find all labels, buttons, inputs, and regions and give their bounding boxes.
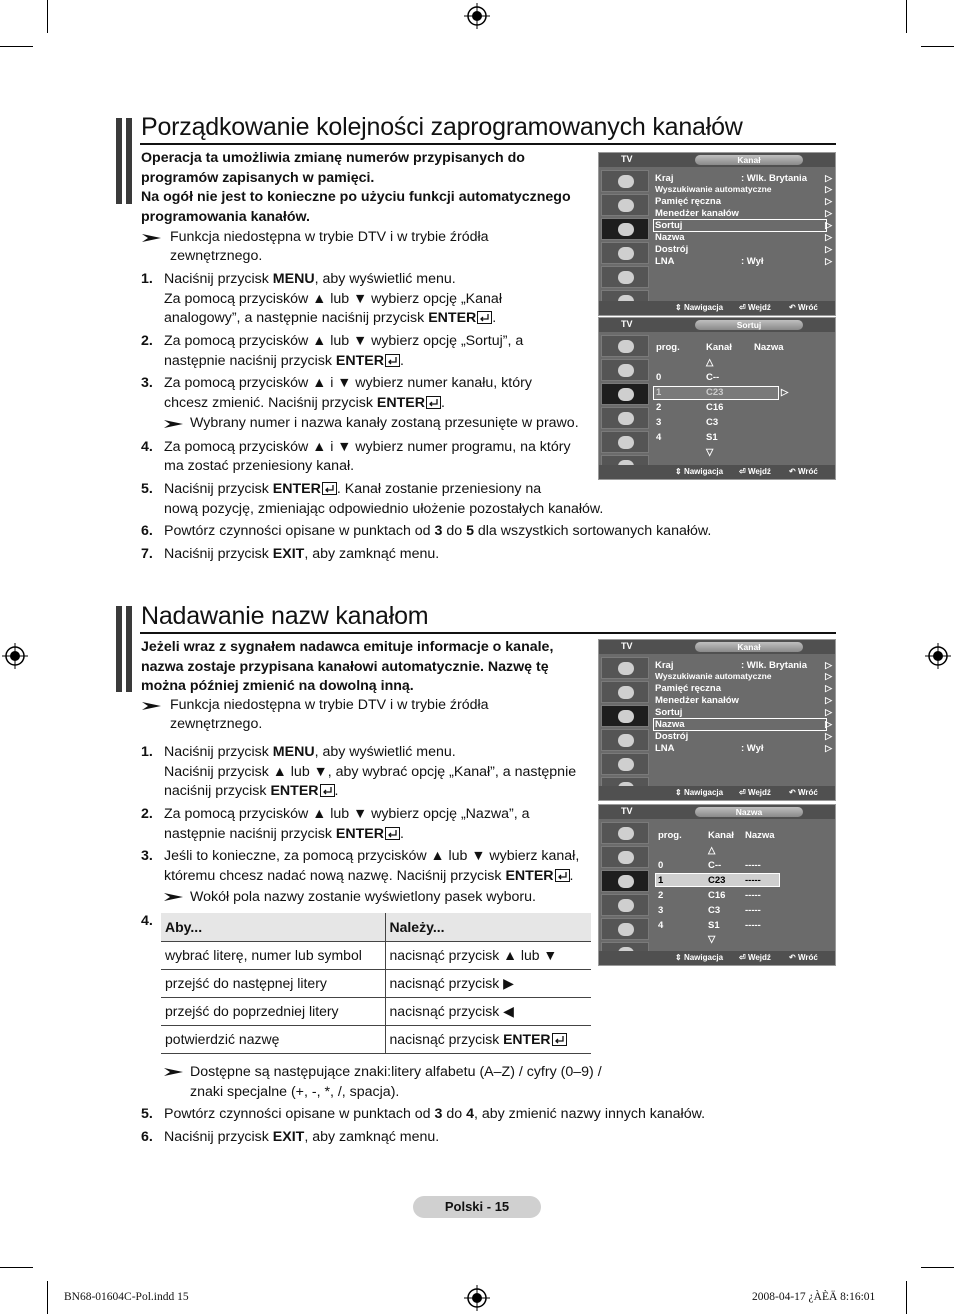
- osd-prog: 4: [658, 920, 664, 931]
- table-cell: nacisnąć przycisk ▶: [385, 969, 591, 997]
- osd-nav-hint: ⇕ Nawigacja: [675, 788, 724, 797]
- osd-col-header: Nazwa: [754, 342, 784, 353]
- table-row: [161, 1025, 591, 1053]
- step-number: 2.: [141, 806, 153, 822]
- osd-prog: 0: [658, 860, 664, 871]
- channel-icon: [601, 705, 649, 727]
- note-text: Wybrany numer i nazwa kanały zostaną przesunięte w prawo.: [190, 415, 579, 431]
- osd-col-header: prog.: [656, 342, 680, 353]
- step-number: 3.: [141, 375, 153, 391]
- osd-menu-item[interactable]: Pamięć ręczna ▷: [655, 683, 832, 694]
- input-icon: [601, 918, 649, 940]
- osd-menu-item[interactable]: LNA : Wył ▷: [655, 743, 832, 754]
- osd-channel-menu: [598, 152, 836, 316]
- print-footer-left: BN68-01604C-Pol.indd 15: [64, 1291, 189, 1303]
- osd-name: -----: [745, 860, 761, 871]
- osd-col-header: Kanał: [706, 342, 732, 353]
- osd-channel[interactable]: C23: [706, 387, 724, 398]
- step-text: naciśnij przycisk ENTER .: [164, 783, 339, 799]
- picture-icon: [601, 335, 649, 357]
- crop-mark: [906, 1281, 907, 1314]
- osd-header: [599, 153, 835, 167]
- osd-nav-hint: ⇕ Nawigacja: [675, 953, 724, 962]
- enter-icon: [322, 482, 337, 495]
- sound-icon: [601, 681, 649, 703]
- table-row: [161, 997, 591, 1025]
- osd-menu-item[interactable]: Kraj : Wlk. Brytania ▷: [655, 660, 832, 671]
- step-text: Jeśli to konieczne, za pomocą przycisków ▲ lub ▼ wybierz kanał,: [164, 848, 580, 864]
- step-text: Naciśnij przycisk MENU, aby wyświetlić menu.: [164, 271, 456, 287]
- page-number: Polski - 15: [413, 1196, 541, 1218]
- registration-mark-icon: [464, 3, 490, 29]
- note-text: Dostępne są następujące znaki:litery alfabetu (A–Z) / cyfry (0–9) /: [190, 1064, 602, 1080]
- osd-enter-hint: ⏎ Wejdź: [739, 467, 771, 476]
- registration-mark-icon: [2, 643, 28, 669]
- step-number: 3.: [141, 848, 153, 864]
- step-number: 4.: [141, 439, 153, 455]
- table-row: [161, 969, 591, 997]
- channel-icon: [601, 870, 649, 892]
- intro-text: Jeżeli wraz z sygnałem nadawca emituje informacje o kanale,: [141, 639, 554, 655]
- intro-text: programowania kanałów.: [141, 209, 310, 225]
- setup-icon: [601, 729, 649, 751]
- key-function-table: [161, 913, 591, 1054]
- section2-title: Nadawanie nazw kanałom: [141, 602, 429, 630]
- osd-menu-list: [653, 655, 833, 786]
- osd-enter-hint: ⏎ Wejdź: [739, 303, 771, 312]
- scroll-up-icon: △: [706, 357, 714, 368]
- table-cell: nacisnąć przycisk ENTER: [385, 1025, 591, 1053]
- osd-prog: 2: [658, 890, 664, 901]
- crop-mark: [921, 46, 954, 47]
- osd-title: Nazwa: [695, 807, 803, 817]
- osd-col-header: prog.: [658, 830, 682, 841]
- scroll-down-icon: ▽: [708, 934, 716, 945]
- note-text: Funkcja niedostępna w trybie DTV i w trybie źródła: [170, 229, 489, 245]
- osd-prog: 2: [656, 402, 662, 413]
- section2-rule: [140, 632, 836, 634]
- osd-prog: 3: [658, 905, 664, 916]
- osd-sidebar: [601, 168, 651, 301]
- step-text: Powtórz czynności opisane w punktach od 3 do 5 dla wszystkich sortowanych kanałów.: [164, 523, 712, 539]
- step-text: Za pomocą przycisków ▲ lub ▼ wybierz opcję „Sortuj”, a: [164, 333, 524, 349]
- enter-icon: [320, 784, 335, 797]
- osd-prog[interactable]: 1: [656, 387, 662, 398]
- osd-prog[interactable]: 1: [658, 875, 664, 886]
- intro-text: programów zapisanych w pamięci.: [141, 170, 375, 186]
- step-number: 4.: [141, 913, 153, 929]
- osd-sort-list: [653, 333, 833, 465]
- sound-icon: [601, 194, 649, 216]
- step-text: Naciśnij przycisk EXIT, aby zamknąć menu.: [164, 1129, 440, 1145]
- osd-channel-menu: [598, 639, 836, 801]
- osd-menu-item[interactable]: Pamięć ręczna ▷: [655, 196, 832, 207]
- table-header-row: [161, 913, 591, 941]
- step-text: Za pomocą przycisków ▲ i ▼ wybierz numer kanału, który: [164, 375, 532, 391]
- scroll-down-icon: ▽: [706, 447, 714, 458]
- table-cell: nacisnąć przycisk ▲ lub ▼: [385, 941, 591, 969]
- crop-mark: [906, 0, 907, 33]
- note-text: Wokół pola nazwy zostanie wyświetlony pasek wyboru.: [190, 889, 536, 905]
- osd-nav-hint: ⇕ Nawigacja: [675, 303, 724, 312]
- osd-menu-item[interactable]: Sortuj ▷: [655, 707, 832, 718]
- osd-menu-item[interactable]: Menedżer kanałów ▷: [655, 208, 832, 219]
- crop-mark: [921, 1267, 954, 1268]
- osd-menu-item[interactable]: Nazwa ▷: [655, 232, 832, 243]
- registration-mark-icon: [464, 1285, 490, 1311]
- osd-enter-hint: ⏎ Wejdź: [739, 788, 771, 797]
- osd-header: [599, 640, 835, 654]
- osd-back-hint: ↶ Wróć: [789, 467, 818, 476]
- scroll-up-icon: △: [708, 845, 716, 856]
- note-arrow-icon: [164, 892, 184, 902]
- osd-name-menu: [598, 804, 836, 966]
- osd-channel: C--: [708, 860, 722, 871]
- registration-mark-icon: [925, 643, 951, 669]
- intro-text: Na ogół nie jest to konieczne po użyciu funkcji automatycznego: [141, 189, 571, 205]
- picture-icon: [601, 170, 649, 192]
- osd-title: Kanał: [695, 642, 803, 652]
- osd-menu-item[interactable]: Kraj : Wlk. Brytania ▷: [655, 173, 832, 184]
- osd-menu-item[interactable]: Wyszukiwanie automatyczne ▷: [655, 671, 832, 681]
- step-text: analogowy”, a następnie naciśnij przycisk ENTER .: [164, 310, 497, 326]
- section1-title: Porządkowanie kolejności zaprogramowanych kanałów: [141, 113, 743, 141]
- picture-icon: [601, 822, 649, 844]
- osd-tv-label: TV: [621, 806, 633, 816]
- crop-mark: [0, 46, 33, 47]
- step-text: któremu chcesz nadać nową nazwę. Naciśnij przycisk ENTER .: [164, 868, 574, 884]
- osd-channel: S1: [708, 920, 720, 931]
- enter-icon: [385, 354, 400, 367]
- step-number: 2.: [141, 333, 153, 349]
- step-number: 1.: [141, 271, 153, 287]
- osd-menu-item[interactable]: Nazwa ▷: [655, 719, 832, 730]
- step-text: Za pomocą przycisków ▲ i ▼ wybierz numer programu, na który: [164, 439, 571, 455]
- osd-back-hint: ↶ Wróć: [789, 303, 818, 312]
- input-icon: [601, 431, 649, 453]
- osd-name-list: [653, 820, 833, 951]
- osd-title: Kanał: [695, 155, 803, 165]
- enter-icon: [555, 869, 570, 882]
- osd-prog: 4: [656, 432, 662, 443]
- osd-menu-item[interactable]: Wyszukiwanie automatyczne ▷: [655, 184, 832, 194]
- osd-back-hint: ↶ Wróć: [789, 953, 818, 962]
- osd-header: [599, 805, 835, 819]
- enter-icon: [477, 311, 492, 324]
- enter-icon: [552, 1033, 567, 1046]
- enter-icon: [426, 396, 441, 409]
- osd-col-header: Kanał: [708, 830, 734, 841]
- table-cell: przejść do następnej litery: [161, 969, 385, 997]
- step-text: ma zostać przeniesiony kanał.: [164, 458, 355, 474]
- note-arrow-icon: [164, 419, 184, 429]
- osd-col-header: Nazwa: [745, 830, 775, 841]
- osd-title: Sortuj: [695, 320, 803, 330]
- setup-icon: [601, 242, 649, 264]
- table-cell: nacisnąć przycisk ◀: [385, 997, 591, 1025]
- osd-channel: C16: [706, 402, 724, 413]
- step-text: Naciśnij przycisk ▲ lub ▼, aby wybrać opcję „Kanał”, a następnie: [164, 764, 577, 780]
- note-text: znaki specjalne (+, -, *, /, spacja).: [190, 1084, 400, 1100]
- osd-menu-item[interactable]: Dostrój ▷: [655, 244, 832, 255]
- intro-text: można później zmienić na dowolną inną.: [141, 678, 414, 694]
- step-number: 1.: [141, 744, 153, 760]
- sound-icon: [601, 359, 649, 381]
- osd-enter-hint: ⏎ Wejdź: [739, 953, 771, 962]
- osd-name: -----: [745, 920, 761, 931]
- crop-mark: [47, 0, 48, 33]
- print-footer-right: 2008-04-17 ¿ÀÈÄ 8:16:01: [752, 1291, 876, 1303]
- osd-name: -----: [745, 905, 761, 916]
- crop-mark: [0, 1267, 33, 1268]
- sound-icon: [601, 846, 649, 868]
- step-text: następnie naciśnij przycisk ENTER .: [164, 826, 404, 842]
- osd-channel: C16: [708, 890, 726, 901]
- osd-header: [599, 318, 835, 332]
- osd-nav-hint: ⇕ Nawigacja: [675, 467, 724, 476]
- osd-tv-label: TV: [621, 319, 633, 329]
- note-text: zewnętrznego.: [170, 716, 263, 732]
- input-icon: [601, 266, 649, 288]
- step-text: nową pozycję, zmieniając odpowiednio ułożenie pozostałych kanałów.: [164, 501, 604, 517]
- step-text: następnie naciśnij przycisk ENTER .: [164, 353, 404, 369]
- step-number: 6.: [141, 1129, 153, 1145]
- step-text: Za pomocą przycisków ▲ lub ▼ wybierz opcję „Kanał: [164, 291, 502, 307]
- osd-menu-list: [653, 168, 833, 301]
- step-number: 7.: [141, 546, 153, 562]
- osd-sort-menu: [598, 317, 836, 480]
- note-arrow-icon: [164, 1067, 184, 1077]
- osd-channel: C3: [706, 417, 719, 428]
- input-icon: [601, 753, 649, 775]
- section1-rule: [140, 143, 836, 145]
- osd-name: -----: [745, 890, 761, 901]
- osd-sidebar: [601, 655, 651, 786]
- intro-text: Operacja ta umożliwia zmianę numerów przypisanych do: [141, 150, 525, 166]
- table-header-cell: Należy...: [385, 913, 591, 941]
- osd-menu-item[interactable]: Dostrój ▷: [655, 731, 832, 742]
- osd-menu-item[interactable]: Menedżer kanałów ▷: [655, 695, 832, 706]
- table-cell: potwierdzić nazwę: [161, 1025, 385, 1053]
- table-header-cell: Aby...: [161, 913, 385, 941]
- step-text: Naciśnij przycisk EXIT, aby zamknąć menu.: [164, 546, 440, 562]
- osd-back-hint: ↶ Wróć: [789, 788, 818, 797]
- enter-icon: [385, 827, 400, 840]
- osd-footer: [599, 786, 835, 800]
- note-arrow-icon: [142, 701, 162, 711]
- move-right-icon: ▷: [781, 387, 789, 398]
- osd-tv-label: TV: [621, 641, 633, 651]
- osd-channel: S1: [706, 432, 718, 443]
- osd-footer: [599, 465, 835, 479]
- step-text: Naciśnij przycisk ENTER . Kanał zostanie przeniesiony na: [164, 481, 542, 497]
- section-bar: [116, 606, 132, 692]
- picture-icon: [601, 657, 649, 679]
- note-arrow-icon: [142, 233, 162, 243]
- step-text: chcesz zmienić. Naciśnij przycisk ENTER .: [164, 395, 445, 411]
- step-number: 5.: [141, 1106, 153, 1122]
- step-text: Powtórz czynności opisane w punktach od 3 do 4, aby zmienić nazwy innych kanałów.: [164, 1106, 706, 1122]
- osd-footer: [599, 301, 835, 315]
- osd-channel: C--: [706, 372, 720, 383]
- osd-menu-item[interactable]: Sortuj ▷: [655, 220, 832, 231]
- channel-icon: [601, 383, 649, 405]
- osd-channel[interactable]: C23: [708, 875, 726, 886]
- osd-tv-label: TV: [621, 154, 633, 164]
- channel-icon: [601, 218, 649, 240]
- note-text: Funkcja niedostępna w trybie DTV i w trybie źródła: [170, 697, 489, 713]
- osd-prog: 3: [656, 417, 662, 428]
- osd-sidebar: [601, 333, 651, 465]
- table-row: [161, 941, 591, 969]
- intro-text: nazwa zostaje przypisana kanałowi automatycznie. Nazwę tę: [141, 659, 549, 675]
- osd-name[interactable]: -----: [745, 875, 761, 886]
- osd-menu-item[interactable]: LNA : Wył ▷: [655, 256, 832, 267]
- note-text: zewnętrznego.: [170, 248, 263, 264]
- step-number: 5.: [141, 481, 153, 497]
- setup-icon: [601, 407, 649, 429]
- crop-mark: [47, 1281, 48, 1314]
- osd-prog: 0: [656, 372, 662, 383]
- section-bar: [116, 118, 132, 204]
- step-text: Za pomocą przycisków ▲ lub ▼ wybierz opcję „Nazwa”, a: [164, 806, 530, 822]
- step-text: Naciśnij przycisk MENU, aby wyświetlić menu.: [164, 744, 456, 760]
- step-number: 6.: [141, 523, 153, 539]
- osd-footer: [599, 951, 835, 965]
- setup-icon: [601, 894, 649, 916]
- osd-sidebar: [601, 820, 651, 951]
- table-cell: wybrać literę, numer lub symbol: [161, 941, 385, 969]
- table-cell: przejść do poprzedniej litery: [161, 997, 385, 1025]
- osd-channel: C3: [708, 905, 721, 916]
